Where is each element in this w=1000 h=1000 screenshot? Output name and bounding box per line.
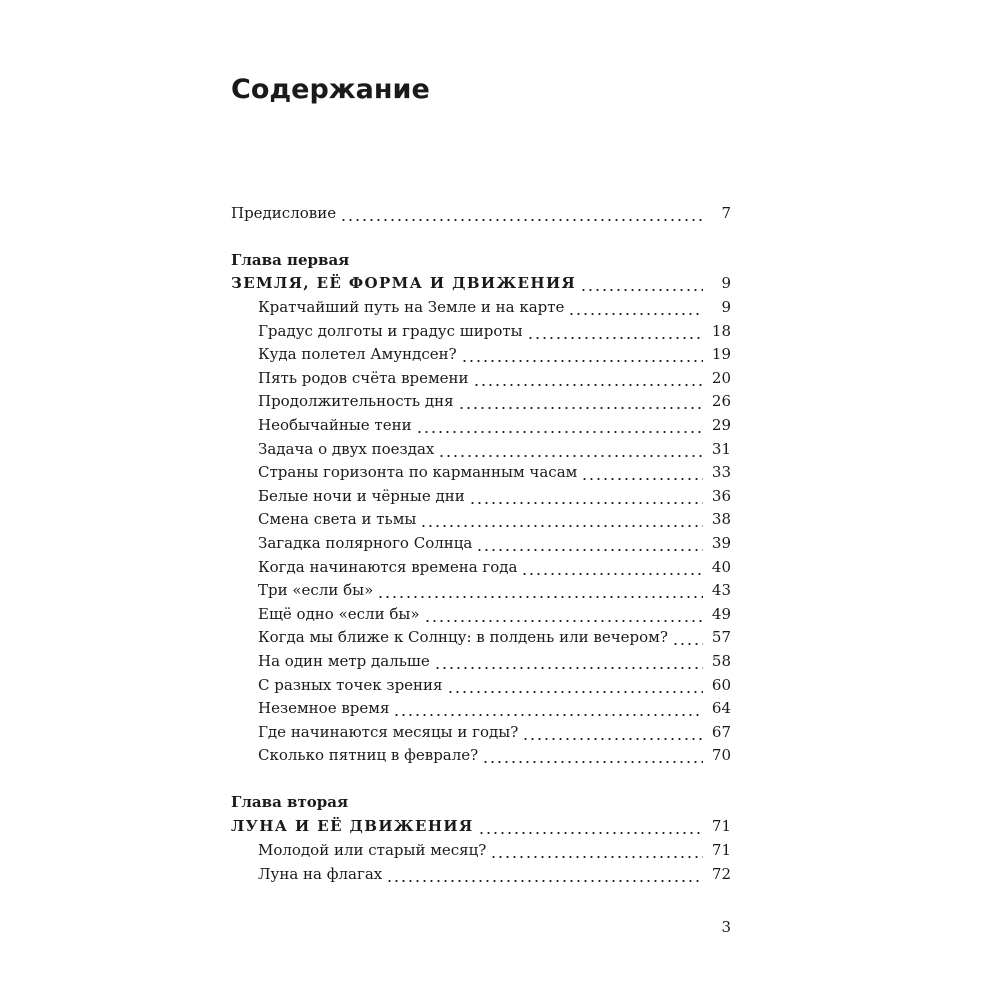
toc-entry-chapter-1[interactable] bbox=[231, 271, 731, 295]
toc-entry-page: 29 bbox=[711, 416, 731, 434]
toc-entry-label: Градус долготы и градус широты bbox=[258, 321, 523, 340]
dot-leader bbox=[447, 673, 703, 697]
toc-entry[interactable] bbox=[258, 862, 731, 886]
dot-leader bbox=[438, 437, 703, 461]
dot-leader bbox=[393, 696, 703, 720]
toc-entry-chapter-2[interactable] bbox=[231, 814, 731, 838]
dot-leader bbox=[478, 814, 703, 838]
chapter-2-heading: Глава вторая bbox=[231, 793, 349, 811]
toc-entry[interactable] bbox=[258, 838, 731, 862]
chapter-2-title: ЛУНА И ЕЁ ДВИЖЕНИЯ bbox=[231, 817, 474, 835]
dot-leader bbox=[416, 413, 703, 437]
dot-leader bbox=[340, 201, 703, 225]
toc-entry-page: 9 bbox=[721, 274, 731, 292]
toc-entry-label: Смена света и тьмы bbox=[258, 510, 417, 529]
dot-leader bbox=[527, 319, 703, 343]
toc-entry-page: 31 bbox=[711, 439, 731, 458]
toc-entry-label: Когда мы ближе к Солнцу: в полдень или вечером? bbox=[258, 628, 668, 647]
toc-entry-label: Задача о двух поездах bbox=[258, 439, 435, 458]
toc-entry-page: 38 bbox=[711, 510, 731, 529]
dot-leader bbox=[377, 578, 703, 602]
toc-entry[interactable] bbox=[258, 484, 731, 508]
toc-entry-label: На один метр дальше bbox=[258, 652, 430, 670]
dot-leader bbox=[568, 295, 703, 319]
toc-entry-page: 18 bbox=[711, 321, 731, 340]
toc-entry[interactable] bbox=[258, 649, 731, 673]
toc-entry[interactable] bbox=[258, 366, 731, 390]
toc-entry-label: Необычайные тени bbox=[258, 416, 412, 434]
toc-entry-label: Предисловие bbox=[231, 204, 337, 222]
dot-leader bbox=[424, 602, 704, 626]
toc-entry[interactable] bbox=[258, 578, 731, 602]
toc-entry-preface[interactable] bbox=[231, 201, 731, 225]
dot-leader bbox=[522, 720, 703, 744]
toc-entry-page: 36 bbox=[711, 486, 731, 505]
toc-entry[interactable] bbox=[258, 531, 731, 555]
toc-entry-page: 39 bbox=[711, 534, 731, 552]
page-title: Содержание bbox=[231, 74, 430, 105]
dot-leader bbox=[461, 342, 703, 366]
toc-entry-page: 20 bbox=[711, 368, 731, 387]
dot-leader bbox=[458, 389, 703, 413]
dot-leader bbox=[672, 625, 703, 649]
toc-entry-label: Продолжительность дня bbox=[258, 392, 454, 411]
toc-entry[interactable] bbox=[258, 720, 731, 744]
toc-entry-page: 49 bbox=[711, 604, 731, 623]
toc-entry-label: Белые ночи и чёрные дни bbox=[258, 486, 465, 505]
dot-leader bbox=[482, 743, 703, 767]
toc-entry[interactable] bbox=[258, 602, 731, 626]
toc-entry-page: 33 bbox=[711, 463, 731, 482]
toc-entry[interactable] bbox=[258, 389, 731, 413]
dot-leader bbox=[581, 460, 703, 484]
dot-leader bbox=[469, 484, 703, 508]
toc-entry-label: Пять родов счёта времени bbox=[258, 368, 469, 387]
toc-entry-label: Куда полетел Амундсен? bbox=[258, 345, 457, 364]
toc-entry-label: С разных точек зрения bbox=[258, 675, 443, 694]
toc-entry[interactable] bbox=[258, 507, 731, 531]
toc-entry-page: 7 bbox=[721, 204, 731, 222]
toc-entry-page: 40 bbox=[711, 557, 731, 576]
dot-leader bbox=[386, 862, 703, 886]
toc-entry-page: 43 bbox=[711, 581, 731, 600]
dot-leader bbox=[476, 531, 703, 555]
toc-entry[interactable] bbox=[258, 696, 731, 720]
toc-entry-label: Когда начинаются времена года bbox=[258, 557, 518, 576]
toc-entry-page: 19 bbox=[711, 345, 731, 364]
toc-entry[interactable] bbox=[258, 342, 731, 366]
toc-entry-page: 70 bbox=[711, 746, 731, 765]
toc-entry-label: Три «если бы» bbox=[258, 581, 374, 600]
toc-entry[interactable] bbox=[258, 673, 731, 697]
dot-leader bbox=[521, 555, 703, 579]
toc-entry-page: 26 bbox=[711, 392, 731, 411]
toc-entry-page: 71 bbox=[711, 841, 731, 859]
toc-entry-label: Загадка полярного Солнца bbox=[258, 534, 473, 552]
toc-entry-page: 67 bbox=[711, 722, 731, 741]
toc-entry-label: Луна на флагах bbox=[258, 864, 383, 883]
toc-entry[interactable] bbox=[258, 555, 731, 579]
dot-leader bbox=[420, 507, 703, 531]
toc-entry[interactable] bbox=[258, 319, 731, 343]
toc-entry[interactable] bbox=[258, 295, 731, 319]
toc-entry-page: 57 bbox=[711, 628, 731, 647]
dot-leader bbox=[434, 649, 703, 673]
dot-leader bbox=[490, 838, 703, 862]
toc-entry-label: Неземное время bbox=[258, 699, 390, 718]
toc-entry-page: 9 bbox=[721, 298, 731, 316]
toc-entry-label: Страны горизонта по карманным часам bbox=[258, 463, 578, 482]
toc-entry-label: Ещё одно «если бы» bbox=[258, 604, 420, 623]
dot-leader bbox=[473, 366, 703, 390]
toc-entry[interactable] bbox=[258, 437, 731, 461]
chapter-1-heading: Глава первая bbox=[231, 251, 350, 269]
toc-entry[interactable] bbox=[258, 460, 731, 484]
page-number: 3 bbox=[721, 918, 731, 936]
toc-entry-label: Молодой или старый месяц? bbox=[258, 841, 487, 859]
toc-entry-page: 71 bbox=[711, 817, 731, 835]
toc-entry-page: 58 bbox=[711, 652, 731, 670]
toc-entry[interactable] bbox=[258, 413, 731, 437]
toc-entry[interactable] bbox=[258, 743, 731, 767]
toc-entry-page: 64 bbox=[711, 699, 731, 718]
dot-leader bbox=[580, 271, 703, 295]
toc-entry[interactable] bbox=[258, 625, 731, 649]
toc-entry-label: Где начинаются месяцы и годы? bbox=[258, 722, 519, 741]
toc-entry-label: Сколько пятниц в феврале? bbox=[258, 746, 479, 765]
toc-entry-label: Кратчайший путь на Земле и на карте bbox=[258, 298, 565, 316]
toc-entry-page: 72 bbox=[711, 864, 731, 883]
toc-entry-page: 60 bbox=[711, 675, 731, 694]
chapter-1-title: ЗЕМЛЯ, ЕЁ ФОРМА И ДВИЖЕНИЯ bbox=[231, 274, 577, 292]
